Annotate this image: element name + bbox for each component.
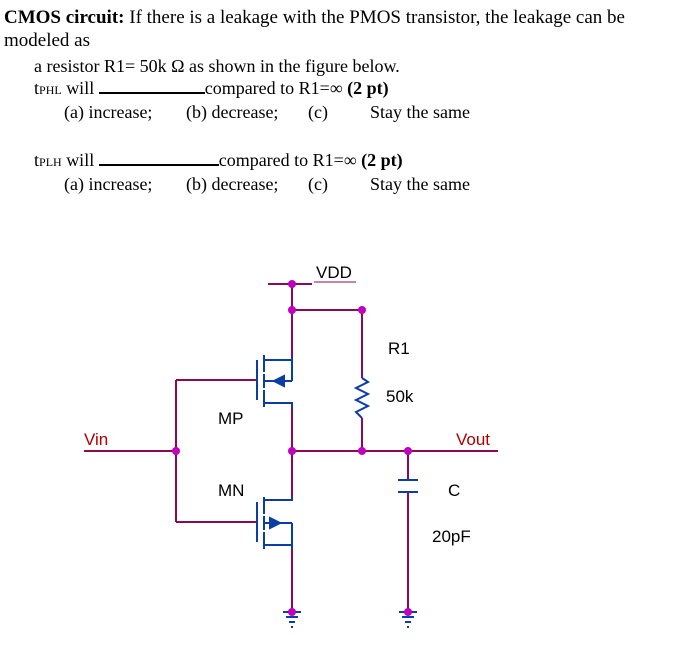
q2-prefix: t <box>34 150 40 170</box>
q1-option-c-text: Stay the same <box>370 102 470 122</box>
cap-label: C <box>448 481 461 500</box>
q2-sub: PLH <box>39 155 62 169</box>
r1-label: R1 <box>388 339 410 358</box>
q1-suffix: compared to R1=∞ <box>204 78 348 98</box>
mn-ground-node <box>288 608 296 616</box>
vdd-rail-node <box>288 306 296 314</box>
q1-sub: PHL <box>39 83 62 97</box>
r1-top-node <box>358 306 366 314</box>
mn-label: MN <box>218 481 245 500</box>
r1-value-label: 50k <box>386 387 414 406</box>
mn-drain-leg <box>264 497 292 500</box>
vin-node <box>172 447 180 455</box>
q1-prefix: t <box>34 78 40 98</box>
mp-source-leg <box>264 357 292 360</box>
question-title-rest: If there is a leakage with the PMOS transistor, the leakage can be modeled as <box>4 7 625 51</box>
vin-label: Vin <box>84 430 109 449</box>
q2-option-c[interactable]: (c) <box>308 174 328 194</box>
cap-ground-node <box>404 608 412 616</box>
mp-label: MP <box>218 409 244 428</box>
q1-option-b[interactable]: (b) decrease; <box>186 102 279 122</box>
q2-option-a[interactable]: (a) increase; <box>64 174 153 194</box>
cap-node <box>404 447 412 455</box>
cap-value-label: 20pF <box>432 527 471 546</box>
r1-resistor-icon <box>356 378 368 418</box>
q1-option-c[interactable]: (c) <box>308 102 328 122</box>
q2-points: (2 pt) <box>361 150 403 170</box>
mn-body-arrow-icon <box>270 518 280 528</box>
q1-will: will <box>61 78 99 98</box>
question-title-bold: CMOS circuit: <box>4 7 125 28</box>
q1-points: (2 pt) <box>347 78 389 98</box>
output-node <box>288 447 296 455</box>
q2-will: will <box>61 150 99 170</box>
vout-label: Vout <box>456 430 491 449</box>
r1-bottom-node <box>358 447 366 455</box>
q2-option-c-text: Stay the same <box>370 174 470 194</box>
q1-option-a[interactable]: (a) increase; <box>64 102 153 122</box>
mp-body-arrow-icon <box>274 376 284 386</box>
q2-option-b[interactable]: (b) decrease; <box>186 174 279 194</box>
question-line2: a resistor R1= 50k Ω as shown in the figure below. <box>34 56 400 76</box>
q2-suffix: compared to R1=∞ <box>218 150 362 170</box>
vdd-label: VDD <box>316 263 352 282</box>
mn-source-leg <box>264 545 292 549</box>
mp-drain-leg <box>264 403 292 408</box>
vdd-node <box>288 280 296 288</box>
